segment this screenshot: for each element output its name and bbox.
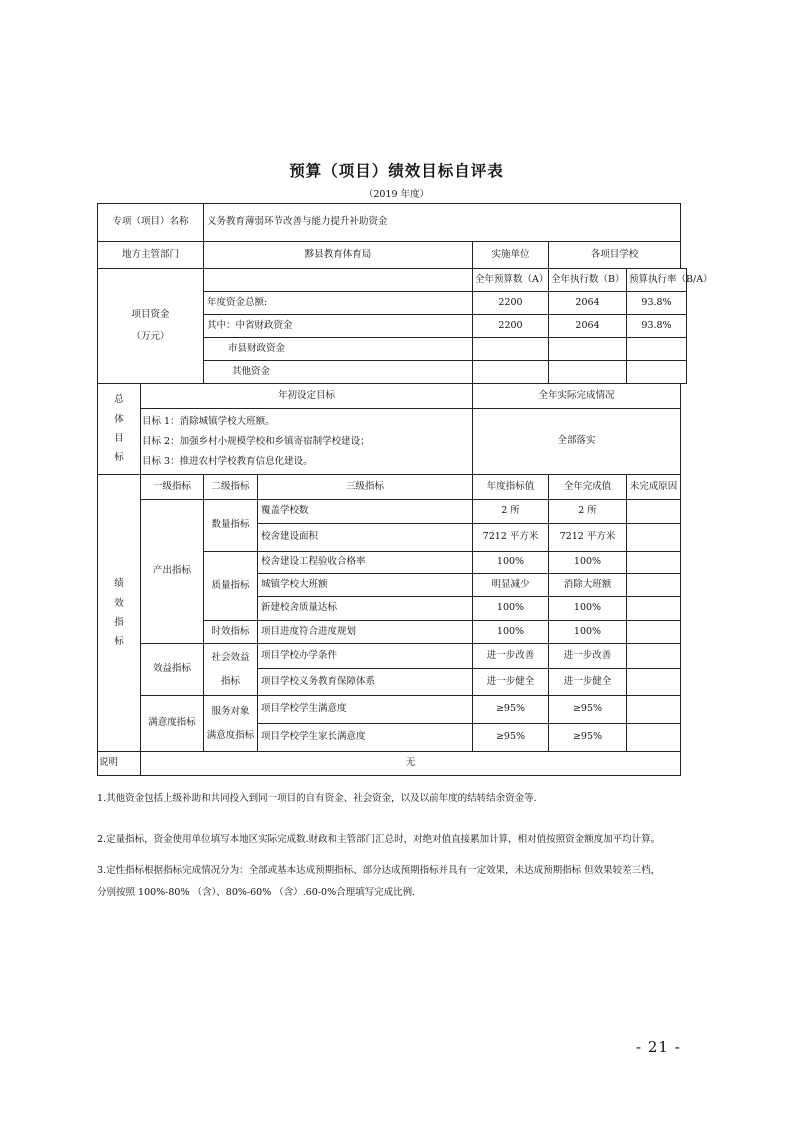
overall-goal-label: [98, 384, 141, 475]
perf-char: 效: [114, 597, 124, 609]
funds-header-rate: 预算执行率（B/A）: [627, 269, 687, 292]
indicator-actual: ≥95%: [549, 696, 627, 724]
indicator-target: 100%: [473, 621, 549, 644]
indicator-target: 进一步健全: [473, 669, 549, 696]
indicator-reason: [627, 574, 681, 597]
indicator-actual: 100%: [549, 621, 627, 644]
funds-row-rate: [627, 338, 687, 361]
remark-value: 无: [141, 752, 681, 776]
remark-label: 说明: [98, 752, 141, 776]
perf-char: 指: [114, 617, 124, 628]
indicator-target: 2 所: [473, 500, 549, 524]
perf-char: 绩: [114, 578, 124, 590]
perf-header-reason: 未完成原因: [627, 475, 681, 500]
funds-header-executed: 全年执行数（B）: [549, 269, 627, 292]
goal-char: 目: [114, 433, 124, 444]
project-name-label: 专项（项目）名称: [98, 204, 204, 242]
funds-row-executed: [549, 338, 627, 361]
goals-header-done: 全年实际完成情况: [473, 384, 681, 409]
indicator-actual: 进一步健全: [549, 669, 627, 696]
page-number: - 21 -: [636, 1038, 681, 1056]
indicator-name: 城镇学校大班额: [258, 574, 473, 597]
funds-row-rate: 93.8%: [627, 315, 687, 338]
indicator-actual: 2 所: [549, 500, 627, 524]
level2-service-line2: 满意度指标: [206, 729, 255, 741]
goals-list: [141, 409, 473, 475]
goal-char: 标: [114, 452, 124, 464]
indicator-target: 进一步改善: [473, 644, 549, 669]
performance-label: [98, 475, 141, 752]
indicator-actual: 7212 平方米: [549, 524, 627, 552]
indicator-name: 项目学校办学条件: [258, 644, 473, 669]
indicator-reason: [627, 644, 681, 669]
page-title: 预算（项目）绩效目标自评表: [289, 161, 504, 180]
funds-row-budget: [473, 361, 549, 384]
indicator-target: 7212 平方米: [473, 524, 549, 552]
indicator-reason: [627, 597, 681, 621]
funds-row-label: 市县财政资金: [204, 338, 473, 361]
perf-header-level2: 二级指标: [204, 475, 258, 500]
indicator-reason: [627, 696, 681, 724]
level1-benefit: 效益指标: [141, 644, 204, 696]
level2-social-line2: 指标: [221, 675, 241, 687]
impl-value: 各项目学校: [549, 242, 681, 269]
indicator-target: 100%: [473, 597, 549, 621]
perf-header-level3: 三级指标: [258, 475, 473, 500]
funds-label-line1: 项目资金: [131, 309, 170, 320]
goal-char: 体: [114, 413, 124, 425]
indicator-actual: 进一步改善: [549, 644, 627, 669]
indicator-reason: [627, 669, 681, 696]
level2-quantity: 数量指标: [204, 500, 258, 552]
note: 2.定量指标，资金使用单位填写本地区实际完成数.财政和主管部门汇总时，对绝对值直接累加计算，相对值按照资金额度加平均计算。: [97, 834, 661, 845]
funds-label: [98, 269, 204, 384]
level1-satisfaction: 满意度指标: [141, 696, 204, 752]
funds-row-budget: [473, 338, 549, 361]
indicator-target: 明显减少: [473, 574, 549, 597]
dept-label: 地方主管部门: [98, 242, 204, 269]
indicator-reason: [627, 621, 681, 644]
note: 1.其他资金包括上级补助和共同投入到同一项目的自有资金、社会资金，以及以前年度的结转结余资金等.: [97, 793, 537, 804]
perf-header-level1: 一级指标: [141, 475, 204, 500]
funds-row-executed: 2064: [549, 315, 627, 338]
perf-char: 标: [114, 636, 124, 648]
funds-row-rate: [627, 361, 687, 384]
goals-header-set: 年初设定目标: [141, 384, 473, 409]
indicator-name: 校舍建设面积: [258, 524, 473, 552]
evaluation-table: [97, 203, 713, 776]
level1-output: 产出指标: [141, 500, 204, 644]
indicator-name: 项目进度符合进度规划: [258, 621, 473, 644]
funds-row-label: 其中：中省财政资金: [204, 315, 473, 338]
funds-row-executed: [549, 361, 627, 384]
project-name: 义务教育薄弱环节改善与能力提升补助资金: [204, 204, 681, 242]
funds-row-executed: 2064: [549, 292, 627, 315]
indicator-reason: [627, 724, 681, 752]
perf-header-target: 年度指标值: [473, 475, 549, 500]
indicator-actual: 100%: [549, 597, 627, 621]
level2-time: 时效指标: [204, 621, 258, 644]
impl-label: 实施单位: [473, 242, 549, 269]
goal-item: 目标 1：消除城镇学校大班额。: [142, 415, 275, 427]
indicator-name: 校舍建设工程验收合格率: [258, 552, 473, 574]
goal-item: 目标 2：加强乡村小规模学校和乡镇寄宿制学校建设；: [142, 435, 370, 447]
goals-status: 全部落实: [473, 409, 681, 475]
level2-service: [204, 696, 258, 752]
funds-row-budget: 2200: [473, 315, 549, 338]
indicator-name: 项目学校学生家长满意度: [258, 724, 473, 752]
indicator-name: 新建校舍质量达标: [258, 597, 473, 621]
funds-label-line2: （万元）: [131, 331, 170, 342]
indicator-actual: 100%: [549, 552, 627, 574]
indicator-target: ≥95%: [473, 724, 549, 752]
funds-header-budget: 全年预算数（A）: [473, 269, 549, 292]
perf-header-actual: 全年完成值: [549, 475, 627, 500]
indicator-reason: [627, 552, 681, 574]
funds-row-label: 其他资金: [204, 361, 473, 384]
indicator-name: 覆盖学校数: [258, 500, 473, 524]
indicator-target: ≥95%: [473, 696, 549, 724]
indicator-name: 项目学校义务教育保障体系: [258, 669, 473, 696]
level2-service-line1: 服务对象: [211, 705, 250, 717]
level2-quality: 质量指标: [204, 552, 258, 621]
report-year: （2019 年度）: [363, 189, 430, 200]
funds-row-rate: 93.8%: [627, 292, 687, 315]
dept-value: 黟县教育体育局: [204, 242, 473, 269]
goal-char: 总: [114, 394, 124, 406]
indicator-reason: [627, 524, 681, 552]
funds-header-blank: [204, 269, 473, 292]
note: 3.定性指标根据指标完成情况分为：全部或基本达成预期指标、部分达成预期指标并具有一定效果，未达成预期指标 但效果较差三档，: [97, 865, 661, 876]
funds-row-budget: 2200: [473, 292, 549, 315]
indicator-name: 项目学校学生满意度: [258, 696, 473, 724]
level2-social: [204, 644, 258, 696]
goal-item: 目标 3：推进农村学校教育信息化建设。: [142, 455, 313, 467]
indicator-actual: 消除大班额: [549, 574, 627, 597]
funds-row-label: 年度资金总额:: [204, 292, 473, 315]
indicator-target: 100%: [473, 552, 549, 574]
indicator-reason: [627, 500, 681, 524]
level2-social-line1: 社会效益: [211, 651, 250, 663]
indicator-actual: ≥95%: [549, 724, 627, 752]
note: 分别按照 100%-80% （含）、80%-60% （含）.60-0%合理填写完成比例.: [97, 887, 416, 898]
